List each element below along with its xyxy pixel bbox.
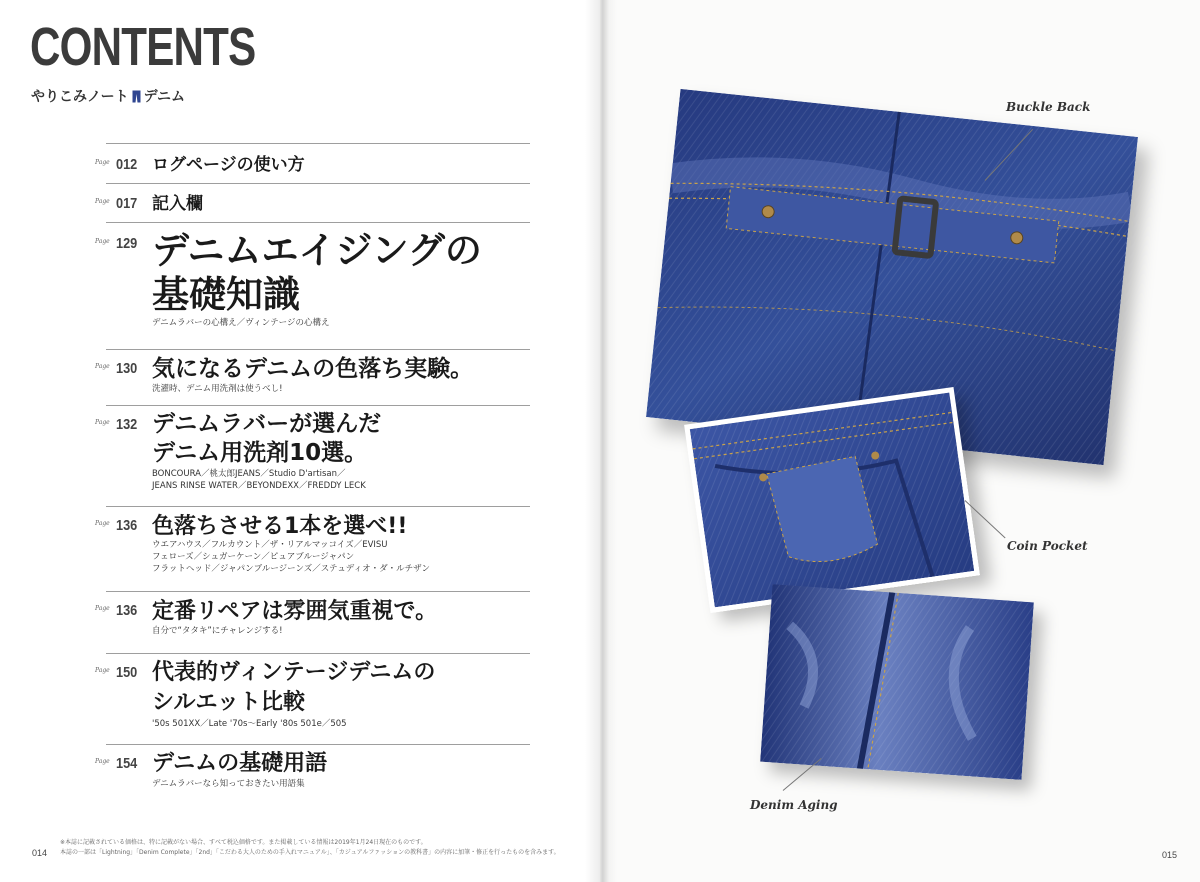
page-prefix: Page [95,363,110,370]
page-title: CONTENTS [30,17,256,77]
toc-description-line: フラットヘッド／ジャパンブルージーンズ／ステュディオ・ダ・ルチザン [152,564,430,574]
toc-page-number: 130 [116,360,138,377]
footnote-line: ※本誌に記載されている価格は、特に記載がない場合、すべて税込価格です。また掲載している情報は2019年1月24日現在のものです。 [60,839,427,846]
page-number-right: 015 [1162,850,1178,860]
page-prefix: Page [95,605,110,612]
toc-page-number: 017 [116,195,138,212]
right-page [600,0,1200,882]
toc-heading-line: デニムラバーが選んだ [152,411,382,437]
toc-heading-line: 記入欄 [152,194,203,214]
page-prefix: Page [95,238,110,245]
toc-description-line: '50s 501XX／Late '70s〜Early '80s 501e／505 [152,719,347,729]
toc-description [152,468,366,492]
jeans-icon [132,90,141,103]
toc-description-line: JEANS RINSE WATER／BEYONDEXX／FREDDY LECK [152,481,366,491]
toc-page-number: 132 [116,416,138,433]
toc-heading-line: 色落ちさせる1本を選べ!! [152,514,408,539]
toc-entry [95,506,530,591]
toc-description [152,625,283,637]
denim-aging-photo [760,584,1034,780]
toc-heading-line: 気になるデニムの色落ち実験。 [152,356,474,382]
toc-description-line: デニムラバーなら知っておきたい用語集 [152,779,305,789]
toc-entry [95,222,530,349]
toc-description [152,778,305,790]
toc-description-line: 洗濯時、デニム用洗剤は使うべし! [152,384,283,394]
coin-pocket-photo [684,387,980,613]
toc-description-line: 自分で“タタキ”にチャレンジする! [152,626,283,636]
toc-entry [95,591,530,653]
page-prefix: Page [95,159,110,166]
toc-description [152,317,329,329]
toc-heading [152,193,203,215]
toc-description [152,539,430,575]
toc-heading-line: 代表的ヴィンテージデニムの [152,660,436,685]
toc-entry [95,143,530,183]
toc-heading [152,750,327,778]
toc-description-line: フェローズ／シュガーケーン／ピュアブルージャパン [152,552,355,562]
toc-entry [95,405,530,506]
toc-description [152,383,283,395]
toc-entry [95,744,530,801]
toc-description-line: BONCOURA／桃太郎JEANS／Studio D'artisan／ [152,469,346,479]
toc-description [152,718,347,730]
caption-denim-aging: Denim Aging [750,798,838,812]
table-of-contents [95,143,530,801]
toc-heading [152,355,473,383]
toc-page-number: 136 [116,602,138,619]
footnote [60,838,560,858]
subtitle-series: やりこみノート [31,89,129,105]
footnote-line: 本誌の一部は「Lightning」「Denim Complete」「2nd」「こだわる大人のための手入れマニュアル」、「カジュアルファッションの教科書」の内容に加筆・修正を行ったものを含みます。 [60,849,560,856]
toc-page-number: 129 [116,235,138,252]
toc-page-number: 154 [116,755,138,772]
caption-buckle-back: Buckle Back [1006,100,1091,114]
toc-page-number: 150 [116,664,138,681]
toc-entry [95,349,530,405]
toc-heading [152,229,482,317]
page-subtitle [31,86,185,106]
toc-heading-line: シルエット比較 [152,690,306,715]
caption-coin-pocket: Coin Pocket [1007,539,1088,553]
toc-heading [152,658,435,718]
gutter-shadow [585,0,617,882]
toc-heading [152,410,381,468]
toc-heading [152,154,305,176]
toc-heading [152,598,437,626]
toc-description-line: デニムラバーの心構え／ヴィンテージの心構え [152,318,330,328]
toc-heading-line: 基礎知識 [152,273,300,316]
toc-page-number: 136 [116,517,138,534]
toc-heading-line: デニムの基礎用語 [152,751,328,776]
subtitle-topic: デニム [143,89,186,105]
page-prefix: Page [95,198,110,205]
toc-entry [95,653,530,744]
page-prefix: Page [95,419,110,426]
page-prefix: Page [95,758,110,765]
toc-heading-line: ログページの使い方 [152,155,305,175]
toc-description-line: ウエアハウス／フルカウント／ザ・リアルマッコイズ／EVISU [152,540,388,550]
page-prefix: Page [95,520,110,527]
toc-heading [152,513,407,541]
toc-heading-line: デニムエイジングの [152,229,482,272]
toc-entry [95,183,530,222]
toc-page-number: 012 [116,156,138,173]
page-number-left: 014 [32,848,48,858]
page-prefix: Page [95,667,110,674]
toc-heading-line: デニム用洗剤10選。 [152,440,368,466]
toc-heading-line: 定番リペアは雰囲気重視で。 [152,599,438,624]
